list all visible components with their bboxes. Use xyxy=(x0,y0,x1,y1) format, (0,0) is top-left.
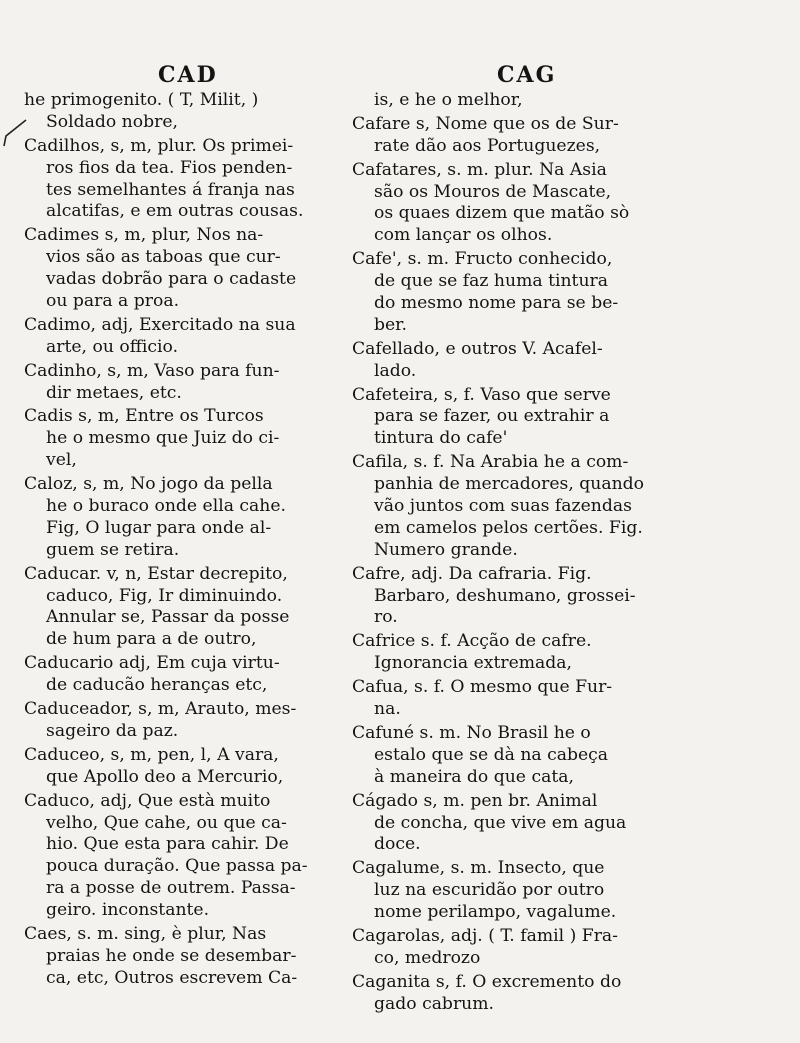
entry-headline: Cafare s, Nome que os de Sur- xyxy=(352,113,619,134)
dictionary-entry xyxy=(352,90,682,112)
dictionary-entry xyxy=(352,972,682,1016)
dictionary-entry xyxy=(352,723,682,789)
entry-continuation-line: Annular se, Passar da posse xyxy=(46,607,290,628)
left-column xyxy=(24,90,342,992)
entry-headline: Caducario adj, Em cuja virtu- xyxy=(24,653,280,674)
entry-continuation-line: geiro. inconstante. xyxy=(46,900,210,921)
dictionary-entry xyxy=(24,791,342,922)
dictionary-entry xyxy=(352,452,682,561)
entry-headline: Caduceo, s, m, pen, l, A vara, xyxy=(24,744,279,765)
dictionary-entry xyxy=(24,653,342,697)
entry-continuation-line: rate dão aos Portuguezes, xyxy=(374,135,601,156)
entry-continuation-line: Numero grande. xyxy=(374,539,518,560)
dictionary-entry xyxy=(24,361,342,405)
entry-continuation-line: he o buraco onde ella cahe. xyxy=(46,496,286,517)
entry-continuation-line: são os Mouros de Mascate, xyxy=(374,181,612,202)
entry-continuation-line: guem se retira. xyxy=(46,539,180,560)
entry-headline: Cadinho, s, m, Vaso para fun- xyxy=(24,360,280,381)
dictionary-entry xyxy=(352,564,682,630)
entry-continuation-line: dir metaes, etc. xyxy=(46,382,182,403)
entry-headline: Cafatares, s. m. plur. Na Asia xyxy=(352,159,607,180)
right-column xyxy=(352,90,682,1018)
entry-continuation-line: à maneira do que cata, xyxy=(374,766,574,787)
dictionary-entry xyxy=(24,136,342,224)
entry-continuation-line: praias he onde se desembar- xyxy=(46,945,297,966)
entry-headline: Cafe', s. m. Fructo conhecido, xyxy=(352,249,613,270)
entry-continuation-line: para se fazer, ou extrahir a xyxy=(374,406,610,427)
entry-headline: Cafre, adj. Da cafraria. Fig. xyxy=(352,563,592,584)
entry-continuation-line: ra a posse de outrem. Passa- xyxy=(46,878,296,899)
entry-headline: Caes, s. m. sing, è plur, Nas xyxy=(24,923,267,944)
dictionary-entry xyxy=(352,385,682,451)
entry-continuation-line: de hum para a de outro, xyxy=(46,629,257,650)
right-running-head: CAG xyxy=(497,62,557,88)
entry-headline: Cafua, s. f. O mesmo que Fur- xyxy=(352,677,613,698)
entry-continuation-line: ca, etc, Outros escrevem Ca- xyxy=(46,967,298,988)
entry-continuation-line: panhia de mercadores, quando xyxy=(374,474,645,495)
dictionary-entry xyxy=(352,339,682,383)
dictionary-entry xyxy=(352,677,682,721)
entry-headline: Cadimo, adj, Exercitado na sua xyxy=(24,314,296,335)
entry-continuation-line: Fig, O lugar para onde al- xyxy=(46,517,272,538)
dictionary-entry xyxy=(352,631,682,675)
entry-continuation-line: na. xyxy=(374,699,401,720)
entry-continuation-line: lado. xyxy=(374,360,417,381)
entry-headline: Cafellado, e outros V. Acafel- xyxy=(352,338,603,359)
entry-continuation-line: alcatifas, e em outras cousas. xyxy=(46,201,304,222)
dictionary-entry xyxy=(24,564,342,652)
dictionary-entry xyxy=(352,249,682,337)
entry-continuation-line: que Apollo deo a Mercurio, xyxy=(46,766,284,787)
entry-continuation-line: he o mesmo que Juiz do ci- xyxy=(46,428,280,449)
dictionary-entry xyxy=(24,406,342,472)
dictionary-entry xyxy=(352,858,682,924)
entry-headline: Cafuné s. m. No Brasil he o xyxy=(352,722,591,743)
entry-headline: Cadimes s, m, plur, Nos na- xyxy=(24,225,264,246)
entry-continuation-line: vios são as taboas que cur- xyxy=(46,247,281,268)
dictionary-entry xyxy=(352,791,682,857)
entry-continuation-line: com lançar os olhos. xyxy=(374,225,553,246)
entry-continuation-line: luz na escuridão por outro xyxy=(374,880,605,901)
entry-continuation-line: is, e he o melhor, xyxy=(374,90,523,110)
entry-continuation-line: Soldado nobre, xyxy=(46,111,178,132)
entry-continuation-line: nome perilampo, vagalume. xyxy=(374,902,617,923)
entry-continuation-line: os quaes dizem que matão sò xyxy=(374,203,630,224)
dictionary-entry xyxy=(24,924,342,990)
entry-headline: Cafila, s. f. Na Arabia he a com- xyxy=(352,452,629,473)
entry-continuation-line: vel, xyxy=(46,450,77,471)
entry-continuation-line: em camelos pelos certões. Fig. xyxy=(374,517,643,538)
dictionary-entry xyxy=(24,474,342,562)
entry-continuation-line: ro. xyxy=(374,607,398,628)
entry-continuation-line: Ignorancia extremada, xyxy=(374,653,572,674)
entry-continuation-line: vão juntos com suas fazendas xyxy=(374,496,632,517)
entry-continuation-line: arte, ou officio. xyxy=(46,336,179,357)
entry-headline: Cágado s, m. pen br. Animal xyxy=(352,790,598,811)
entry-continuation-line: de concha, que vive em agua xyxy=(374,812,627,833)
entry-continuation-line: gado cabrum. xyxy=(374,993,494,1014)
entry-headline: Cafeteira, s, f. Vaso que serve xyxy=(352,384,611,405)
entry-continuation-line: doce. xyxy=(374,834,421,855)
entry-continuation-line: Barbaro, deshumano, grossei- xyxy=(374,585,636,606)
entry-headline: he primogenito. ( T, Milit, ) xyxy=(24,90,259,110)
entry-headline: Cagarolas, adj. ( T. famil ) Fra- xyxy=(352,925,618,946)
entry-continuation-line: sageiro da paz. xyxy=(46,720,179,741)
entry-continuation-line: de caducão heranças etc, xyxy=(46,675,268,696)
dictionary-entry xyxy=(352,160,682,248)
entry-headline: Cadis s, m, Entre os Turcos xyxy=(24,406,264,427)
entry-continuation-line: do mesmo nome para se be- xyxy=(374,293,619,314)
dictionary-entry xyxy=(24,315,342,359)
entry-continuation-line: velho, Que cahe, ou que ca- xyxy=(46,812,287,833)
entry-headline: Cafrice s. f. Acção de cafre. xyxy=(352,631,592,652)
entry-continuation-line: de que se faz huma tintura xyxy=(374,271,608,292)
entry-headline: Caganita s, f. O excremento do xyxy=(352,971,622,992)
entry-headline: Caduco, adj, Que està muito xyxy=(24,790,271,811)
entry-headline: Cadilhos, s, m, plur. Os primei- xyxy=(24,135,294,156)
dictionary-entry xyxy=(352,114,682,158)
entry-headline: Caducar. v, n, Estar decrepito, xyxy=(24,563,288,584)
entry-continuation-line: tintura do cafe' xyxy=(374,428,508,449)
entry-headline: Cagalume, s. m. Insecto, que xyxy=(352,858,605,879)
dictionary-entry xyxy=(24,699,342,743)
entry-continuation-line: vadas dobrão para o cadaste xyxy=(46,269,297,290)
entry-headline: Caloz, s, m, No jogo da pella xyxy=(24,474,273,495)
dictionary-entry xyxy=(24,745,342,789)
entry-headline: Caduceador, s, m, Arauto, mes- xyxy=(24,699,297,720)
entry-continuation-line: ber. xyxy=(374,314,407,335)
entry-continuation-line: estalo que se dà na cabeça xyxy=(374,744,609,765)
entry-continuation-line: ros fios da tea. Fios penden- xyxy=(46,157,293,178)
dictionary-entry xyxy=(24,90,342,134)
entry-continuation-line: pouca duração. Que passa pa- xyxy=(46,856,308,877)
entry-continuation-line: ou para a proa. xyxy=(46,291,180,312)
dictionary-entry xyxy=(352,926,682,970)
entry-continuation-line: hio. Que esta para cahir. De xyxy=(46,834,289,855)
entry-continuation-line: co, medrozo xyxy=(374,947,481,968)
dictionary-entry xyxy=(24,225,342,313)
entry-continuation-line: tes semelhantes á franja nas xyxy=(46,179,295,200)
entry-continuation-line: caduco, Fig, Ir diminuindo. xyxy=(46,585,283,606)
left-running-head: CAD xyxy=(158,62,218,88)
